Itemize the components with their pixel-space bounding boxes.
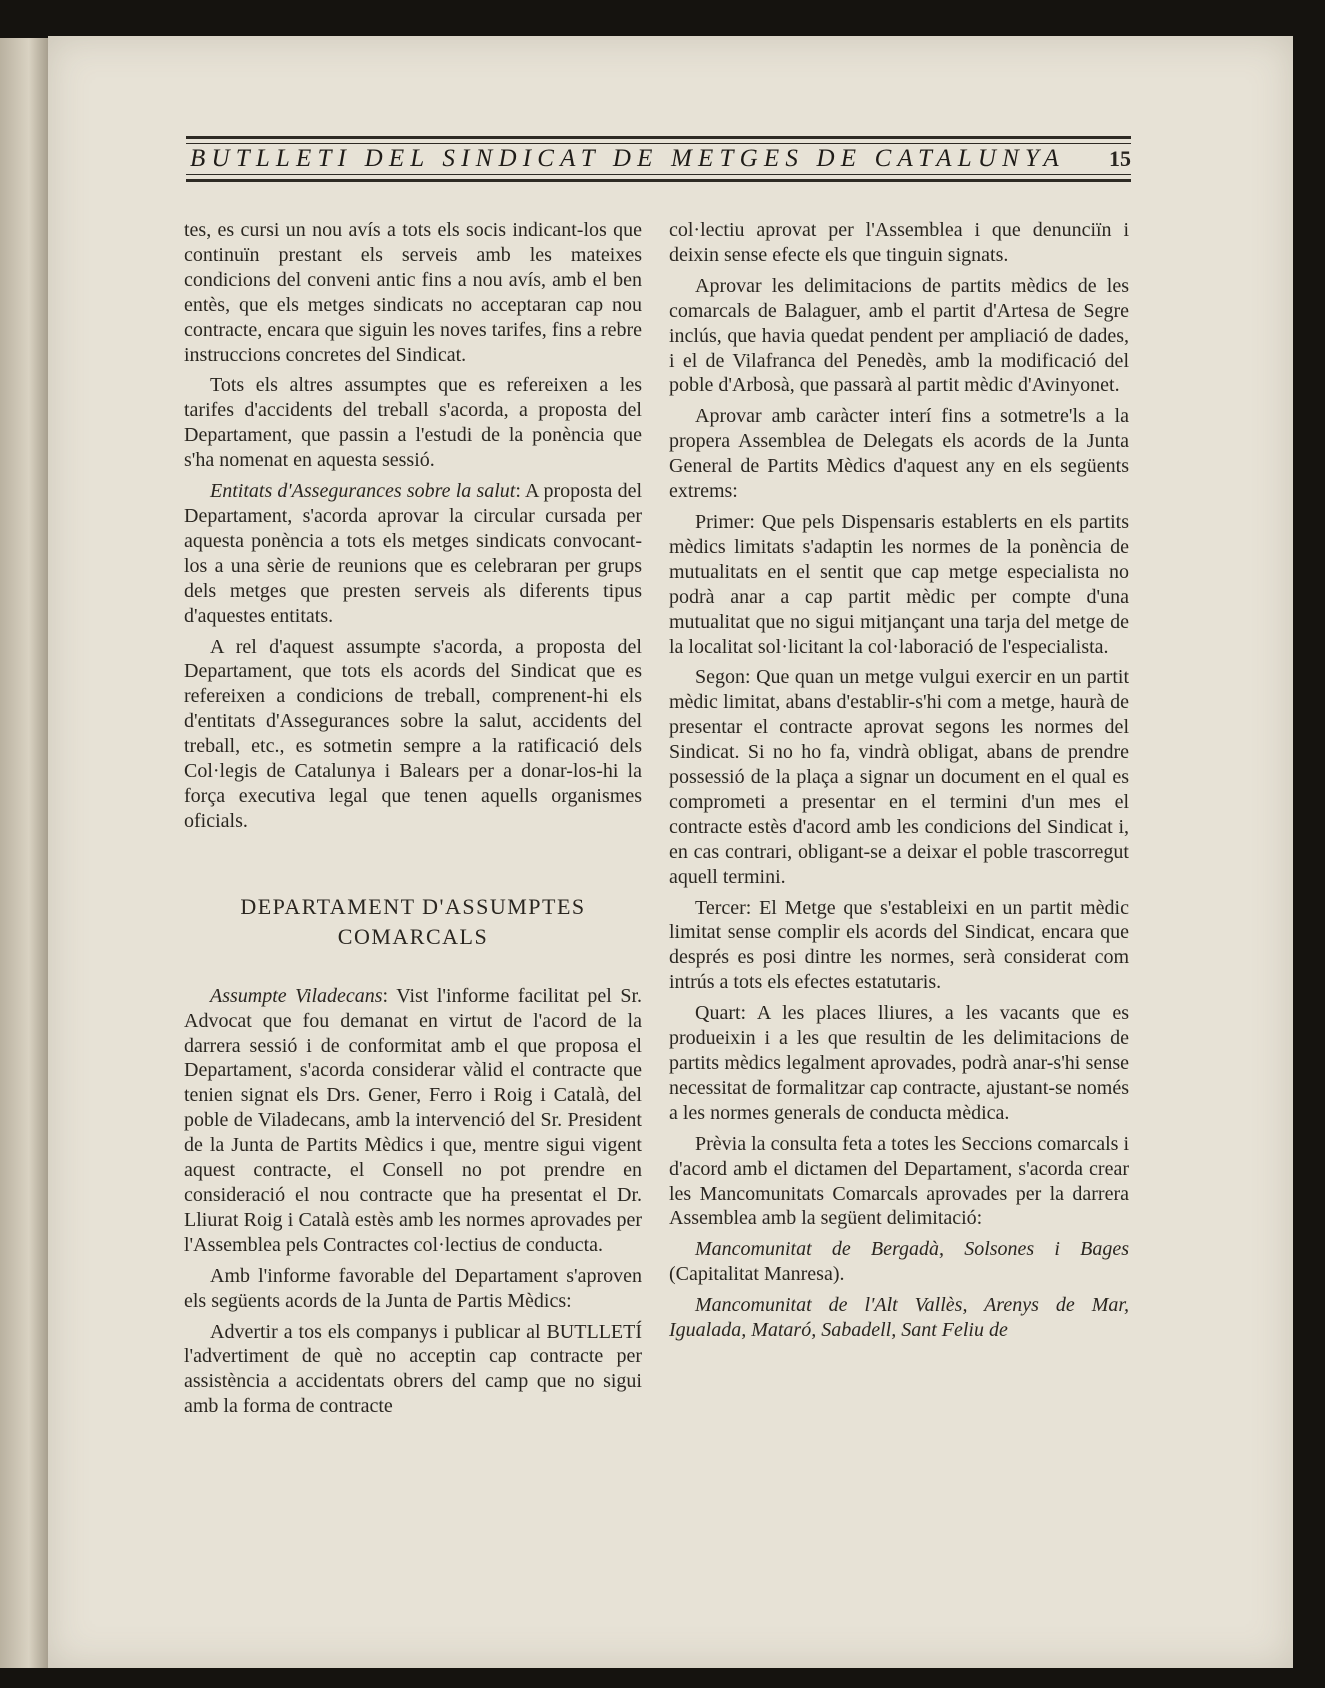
paragraph: Primer: Que pels Dispensaris establerts en els partits mèdics limitats s'adaptin les normes de la ponència de mutualitats en el sentit que cap metge especialista no podrà anar a cap partit mèdic per compte d'una mutualitat que no sigui mitjançant una tarja del metge de la localitat sol·licitant la col·laboració de l'especialista. <box>669 510 1129 658</box>
paragraph <box>669 1237 1129 1287</box>
page-number: 15 <box>1101 146 1131 172</box>
paragraph: Segon: Que quan un metge vulgui exercir en un partit mèdic limitat, abans d'establir-s'hi com a metge, haurà de presentar el contracte aprovat segons les normes del Sindicat. Si no ho fa, vindrà obligat, abans de prendre possessió de la plaça a signar un document en el qual es comprometi a presentar en el termini d'un mes el contracte estès d'acord amb les condicions del Sindicat i, en cas contrari, obligant-se a deixar el poble trascorregut aquell termini. <box>669 666 1129 888</box>
left-page-edge <box>0 38 48 1668</box>
paragraph-heading: Mancomunitat de l'Alt Vallès, Arenys de Mar, Igualada, Mataró, Sabadell, Sant Feliu de <box>669 1294 1129 1342</box>
paragraph: Quart: A les places lliures, a les vacants que es produeixin i a les que resultin de les delimitacions de partits mèdics legalment aprovades, podrà anar-s'hi sense necessitat de formalitzar cap contracte, ajustant-se només a les normes generals de conducta mèdica. <box>669 1002 1129 1124</box>
header-title: BUTLLETI DEL SINDICAT DE METGES DE CATALUNYA <box>190 144 1096 174</box>
paragraph: Prèvia la consulta feta a totes les Seccions comarcals i d'acord amb el dictamen del Departament, s'acorda crear les Mancomunitats Comarcals aprovades per la darrera Assemblea amb la següent delimitació: <box>669 1132 1129 1230</box>
left-column <box>184 218 642 1425</box>
paragraph <box>184 984 642 1258</box>
paragraph: Tots els altres assumptes que es refereixen a les tarifes d'accidents del treball s'acorda, a proposta del Departament, que passin a l'estudi de la ponència que s'ha nomenat en aquesta sessió. <box>184 374 642 472</box>
paragraph: Advertir a tos els companys i publicar al BUTLLETÍ l'advertiment de què no acceptin cap contracte per assistència a accidentats obrers del camp que no sigui amb la forma de contracte <box>184 1320 642 1418</box>
paragraph: Amb l'informe favorable del Departament s'aproven els següents acords de la Junta de Partis Mèdics: <box>184 1264 642 1312</box>
paragraph-text: (Capitalitat Manresa). <box>669 1263 845 1286</box>
paragraph: tes, es cursi un nou avís a tots els socis indicant-los que continuïn prestant els serveis amb les mateixes condicions del conveni antic fins a nou avís, amb el ben entès, que els metges sindicats no acceptaran cap nou contracte, encara que siguin les noves tarifes, fins a rebre instruccions concretes del Sindicat. <box>184 219 642 366</box>
paragraph-heading: Entitats d'Assegurances sobre la salut <box>210 480 516 503</box>
paragraph: Aprovar les delimitacions de partits mèdics de les comarcals de Balaguer, amb el partit d'Artesa de Segre inclús, que havia quedat pendent per ampliació de dades, i el de Vilafranca del Penedès, amb la modificació del poble d'Arbosà, que passarà al partit mèdic d'Avinyonet. <box>669 274 1129 397</box>
paragraph: Tercer: El Metge que s'estableixi en un partit mèdic limitat sense complir els acords del Sindicat, encara que després es posi dintre les normes, serà considerat com intrús a tots els efectes estatutaris. <box>669 896 1129 994</box>
header-rule-bottom-thin <box>186 174 1131 175</box>
paragraph-heading: Mancomunitat de Bergadà, Solsones i Bages <box>695 1238 1129 1261</box>
paragraph <box>184 479 642 628</box>
header-rule-top <box>186 136 1131 139</box>
section-heading-line: COMARCALS <box>337 923 489 949</box>
paragraph-heading: Assumpte Viladecans <box>210 984 383 1007</box>
right-column <box>669 218 1129 1349</box>
paragraph: Aprovar amb caràcter interí fins a sotmetre'ls a la propera Assemblea de Delegats els acords de la Junta General de Partits Mèdics d'aquest any en els següents extrems: <box>669 405 1129 503</box>
paragraph: col·lectiu aprovat per l'Assemblea i que denunciïn i deixin sense efecte els que tinguin signats. <box>669 219 1129 266</box>
paragraph: A rel d'aquest assumpte s'acorda, a proposta del Departament, que tots els acords del Sindicat que es refereixen a condicions de treball, comprenent-hi els d'entitats d'Assegurances sobre la salut, accidents del treball, etc., es sotmetin sempre a la ratificació dels Col·legis de Catalunya i Balears per a donar-los-hi la força executiva legal que tenen aquells organismes oficials. <box>184 635 642 832</box>
header-rule-bottom <box>186 179 1131 182</box>
section-heading-line: DEPARTAMENT D'ASSUMPTES <box>240 893 586 919</box>
paragraph <box>669 1293 1129 1343</box>
section-heading <box>184 892 642 952</box>
paragraph-text: : A proposta del Departament, s'acorda aprovar la circular cursada per aquesta ponència a tots els metges sindicats convocant-los a una sèrie de reunions que es celebraran per grups dels metges que presten serveis als diferents tipus d'aquestes entitats. <box>184 480 642 627</box>
running-header <box>186 122 1131 192</box>
paragraph-text: : Vist l'informe facilitat pel Sr. Advocat que fou demanat en virtut de l'acord de la darrera sessió i de conformitat amb el que proposa el Departament, s'acorda considerar vàlid el contracte que tenien signat els Drs. Gener, Ferro i Roig i Català, del poble de Viladecans, amb la intervenció del Sr. President de la Junta de Partits Mèdics i que, mentre sigui vigent aquest contracte, el Consell no pot prendre en consideració el nou contracte que ha presentat el Dr. Lliurat Roig i Català estès amb les normes aprovades per l'Assemblea pels Contractes col·lectius de conducta. <box>184 984 642 1256</box>
